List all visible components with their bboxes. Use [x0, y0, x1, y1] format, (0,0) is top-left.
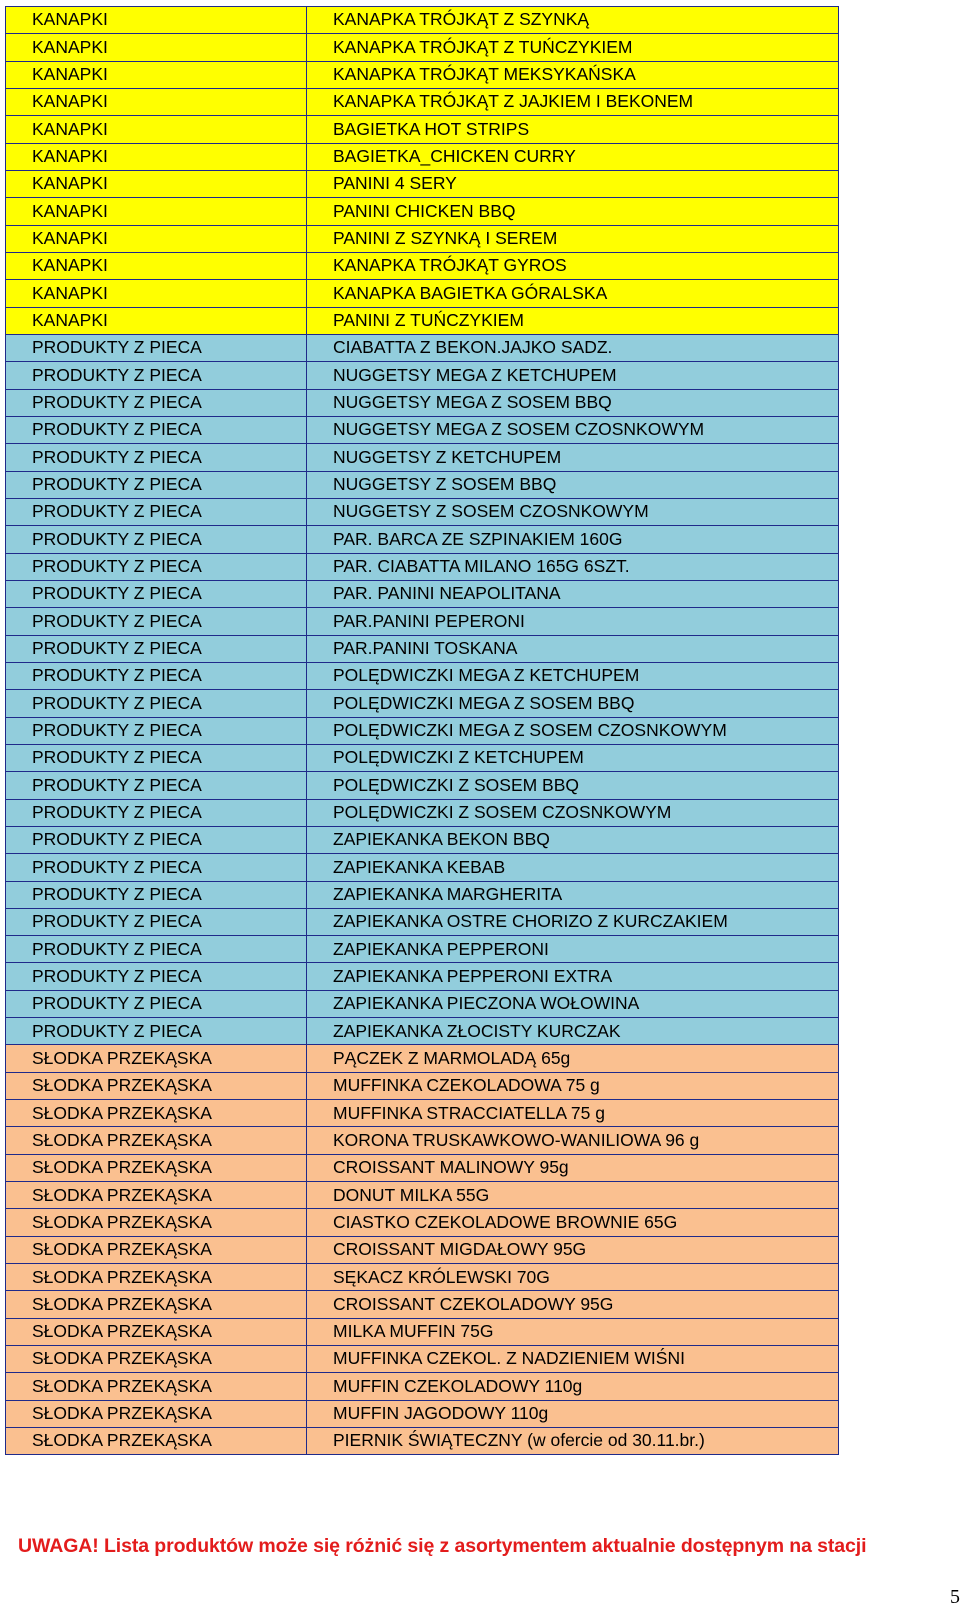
category-cell: PRODUKTY Z PIECA [6, 1018, 307, 1045]
table-row [6, 1072, 839, 1099]
product-name-cell: NUGGETSY MEGA Z KETCHUPEM [307, 362, 839, 389]
table-row [6, 936, 839, 963]
table-row [6, 280, 839, 307]
product-name-cell: BAGIETKA HOT STRIPS [307, 116, 839, 143]
category-cell: PRODUKTY Z PIECA [6, 608, 307, 635]
table-row [6, 1264, 839, 1291]
table-row [6, 1236, 839, 1263]
category-cell: PRODUKTY Z PIECA [6, 416, 307, 443]
table-row [6, 471, 839, 498]
product-name-cell: KANAPKA TRÓJKĄT Z TUŃCZYKIEM [307, 34, 839, 61]
product-name-cell: NUGGETSY Z SOSEM BBQ [307, 471, 839, 498]
category-cell: PRODUKTY Z PIECA [6, 799, 307, 826]
product-name-cell: MILKA MUFFIN 75G [307, 1318, 839, 1345]
table-row [6, 1400, 839, 1427]
category-cell: PRODUKTY Z PIECA [6, 826, 307, 853]
product-name-cell: MUFFINKA STRACCIATELLA 75 g [307, 1100, 839, 1127]
table-row [6, 252, 839, 279]
table-row [6, 635, 839, 662]
category-cell: PRODUKTY Z PIECA [6, 963, 307, 990]
category-cell: PRODUKTY Z PIECA [6, 444, 307, 471]
table-row [6, 334, 839, 361]
category-cell: KANAPKI [6, 225, 307, 252]
product-name-cell: ZAPIEKANKA ZŁOCISTY KURCZAK [307, 1018, 839, 1045]
category-cell: PRODUKTY Z PIECA [6, 635, 307, 662]
table-row [6, 1045, 839, 1072]
table-row [6, 198, 839, 225]
table-row [6, 526, 839, 553]
category-cell: KANAPKI [6, 61, 307, 88]
table-row [6, 1127, 839, 1154]
category-cell: SŁODKA PRZEKĄSKA [6, 1045, 307, 1072]
category-cell: SŁODKA PRZEKĄSKA [6, 1182, 307, 1209]
table-row [6, 963, 839, 990]
product-name-cell: PAR. BARCA ZE SZPINAKIEM 160G [307, 526, 839, 553]
category-cell: KANAPKI [6, 116, 307, 143]
table-row [6, 1100, 839, 1127]
product-rows [6, 7, 839, 1455]
table-row [6, 307, 839, 334]
category-cell: PRODUKTY Z PIECA [6, 580, 307, 607]
category-cell: KANAPKI [6, 88, 307, 115]
category-cell: SŁODKA PRZEKĄSKA [6, 1264, 307, 1291]
category-cell: SŁODKA PRZEKĄSKA [6, 1373, 307, 1400]
table-row [6, 799, 839, 826]
product-name-cell: PAR. PANINI NEAPOLITANA [307, 580, 839, 607]
product-name-cell: ZAPIEKANKA PEPPERONI EXTRA [307, 963, 839, 990]
category-cell: PRODUKTY Z PIECA [6, 498, 307, 525]
table-row [6, 1373, 839, 1400]
table-row [6, 88, 839, 115]
table-row [6, 416, 839, 443]
table-row [6, 225, 839, 252]
table-row [6, 34, 839, 61]
category-cell: SŁODKA PRZEKĄSKA [6, 1100, 307, 1127]
category-cell: PRODUKTY Z PIECA [6, 881, 307, 908]
product-name-cell: KANAPKA BAGIETKA GÓRALSKA [307, 280, 839, 307]
table-row [6, 362, 839, 389]
table-row [6, 854, 839, 881]
category-cell: KANAPKI [6, 7, 307, 34]
product-name-cell: PAR.PANINI TOSKANA [307, 635, 839, 662]
category-cell: PRODUKTY Z PIECA [6, 908, 307, 935]
product-name-cell: KANAPKA TRÓJKĄT Z SZYNKĄ [307, 7, 839, 34]
product-name-cell: BAGIETKA_CHICKEN CURRY [307, 143, 839, 170]
table-row [6, 61, 839, 88]
product-name-cell: CROISSANT CZEKOLADOWY 95G [307, 1291, 839, 1318]
product-name-cell: POLĘDWICZKI MEGA Z SOSEM CZOSNKOWYM [307, 717, 839, 744]
category-cell: PRODUKTY Z PIECA [6, 362, 307, 389]
category-cell: PRODUKTY Z PIECA [6, 334, 307, 361]
product-name-cell: ZAPIEKANKA PEPPERONI [307, 936, 839, 963]
category-cell: KANAPKI [6, 280, 307, 307]
product-name-cell: CROISSANT MALINOWY 95g [307, 1154, 839, 1181]
category-cell: PRODUKTY Z PIECA [6, 526, 307, 553]
table-row [6, 881, 839, 908]
category-cell: PRODUKTY Z PIECA [6, 936, 307, 963]
category-cell: SŁODKA PRZEKĄSKA [6, 1346, 307, 1373]
product-name-cell: POLĘDWICZKI Z SOSEM CZOSNKOWYM [307, 799, 839, 826]
category-cell: PRODUKTY Z PIECA [6, 990, 307, 1017]
category-cell: SŁODKA PRZEKĄSKA [6, 1127, 307, 1154]
product-name-cell: POLĘDWICZKI MEGA Z KETCHUPEM [307, 662, 839, 689]
product-name-cell: PANINI 4 SERY [307, 170, 839, 197]
product-name-cell: CIASTKO CZEKOLADOWE BROWNIE 65G [307, 1209, 839, 1236]
product-name-cell: NUGGETSY Z SOSEM CZOSNKOWYM [307, 498, 839, 525]
category-cell: SŁODKA PRZEKĄSKA [6, 1291, 307, 1318]
category-cell: KANAPKI [6, 170, 307, 197]
product-name-cell: SĘKACZ KRÓLEWSKI 70G [307, 1264, 839, 1291]
table-row [6, 772, 839, 799]
table-row [6, 826, 839, 853]
table-row [6, 1318, 839, 1345]
product-name-cell: CROISSANT MIGDAŁOWY 95G [307, 1236, 839, 1263]
product-name-cell: PANINI Z TUŃCZYKIEM [307, 307, 839, 334]
product-name-cell: MUFFINKA CZEKOLADOWA 75 g [307, 1072, 839, 1099]
product-name-cell: ZAPIEKANKA OSTRE CHORIZO Z KURCZAKIEM [307, 908, 839, 935]
product-name-cell: ZAPIEKANKA BEKON BBQ [307, 826, 839, 853]
category-cell: PRODUKTY Z PIECA [6, 662, 307, 689]
table-row [6, 170, 839, 197]
table-row [6, 1209, 839, 1236]
product-name-cell: PAR. CIABATTA MILANO 165G 6SZT. [307, 553, 839, 580]
category-cell: PRODUKTY Z PIECA [6, 744, 307, 771]
category-cell: SŁODKA PRZEKĄSKA [6, 1236, 307, 1263]
product-name-cell: PĄCZEK Z MARMOLADĄ 65g [307, 1045, 839, 1072]
category-cell: PRODUKTY Z PIECA [6, 690, 307, 717]
table-row [6, 717, 839, 744]
product-name-cell: MUFFIN CZEKOLADOWY 110g [307, 1373, 839, 1400]
table-row [6, 444, 839, 471]
category-cell: KANAPKI [6, 34, 307, 61]
product-name-cell: NUGGETSY MEGA Z SOSEM CZOSNKOWYM [307, 416, 839, 443]
product-name-cell: POLĘDWICZKI MEGA Z SOSEM BBQ [307, 690, 839, 717]
product-name-cell: POLĘDWICZKI Z SOSEM BBQ [307, 772, 839, 799]
table-row [6, 389, 839, 416]
product-table [5, 6, 839, 1455]
table-row [6, 7, 839, 34]
category-cell: PRODUKTY Z PIECA [6, 553, 307, 580]
table-row [6, 116, 839, 143]
product-name-cell: MUFFIN JAGODOWY 110g [307, 1400, 839, 1427]
category-cell: SŁODKA PRZEKĄSKA [6, 1400, 307, 1427]
category-cell: PRODUKTY Z PIECA [6, 389, 307, 416]
category-cell: PRODUKTY Z PIECA [6, 772, 307, 799]
category-cell: SŁODKA PRZEKĄSKA [6, 1154, 307, 1181]
product-name-cell: PAR.PANINI PEPERONI [307, 608, 839, 635]
product-name-cell: POLĘDWICZKI Z KETCHUPEM [307, 744, 839, 771]
category-cell: PRODUKTY Z PIECA [6, 717, 307, 744]
product-name-cell: NUGGETSY MEGA Z SOSEM BBQ [307, 389, 839, 416]
table-row [6, 498, 839, 525]
category-cell: SŁODKA PRZEKĄSKA [6, 1428, 307, 1455]
category-cell: PRODUKTY Z PIECA [6, 854, 307, 881]
category-cell: KANAPKI [6, 143, 307, 170]
table-row [6, 744, 839, 771]
table-row [6, 608, 839, 635]
table-row [6, 990, 839, 1017]
table-row [6, 1182, 839, 1209]
table-row [6, 580, 839, 607]
table-row [6, 143, 839, 170]
category-cell: KANAPKI [6, 198, 307, 225]
product-name-cell: ZAPIEKANKA MARGHERITA [307, 881, 839, 908]
table-row [6, 908, 839, 935]
product-name-cell: ZAPIEKANKA PIECZONA WOŁOWINA [307, 990, 839, 1017]
table-row [6, 1018, 839, 1045]
product-name-cell: PANINI Z SZYNKĄ I SEREM [307, 225, 839, 252]
table-row [6, 1291, 839, 1318]
category-cell: SŁODKA PRZEKĄSKA [6, 1318, 307, 1345]
page-number: 5 [950, 1586, 960, 1608]
product-name-cell: PIERNIK ŚWIĄTECZNY (w ofercie od 30.11.br.) [307, 1428, 839, 1455]
category-cell: KANAPKI [6, 307, 307, 334]
product-name-cell: DONUT MILKA 55G [307, 1182, 839, 1209]
product-name-cell: CIABATTA Z BEKON.JAJKO SADZ. [307, 334, 839, 361]
footer-warning-note: UWAGA! Lista produktów może się różnić się z asortymentem aktualnie dostępnym na stacji [18, 1535, 867, 1557]
product-name-cell: ZAPIEKANKA KEBAB [307, 854, 839, 881]
category-cell: PRODUKTY Z PIECA [6, 471, 307, 498]
table-row [6, 1346, 839, 1373]
product-name-cell: KANAPKA TRÓJKĄT GYROS [307, 252, 839, 279]
product-name-cell: KANAPKA TRÓJKĄT MEKSYKAŃSKA [307, 61, 839, 88]
table-row [6, 690, 839, 717]
product-name-cell: PANINI CHICKEN BBQ [307, 198, 839, 225]
table-row [6, 662, 839, 689]
product-name-cell: NUGGETSY Z KETCHUPEM [307, 444, 839, 471]
product-name-cell: KORONA TRUSKAWKOWO-WANILIOWA 96 g [307, 1127, 839, 1154]
table-row [6, 1154, 839, 1181]
category-cell: SŁODKA PRZEKĄSKA [6, 1209, 307, 1236]
category-cell: SŁODKA PRZEKĄSKA [6, 1072, 307, 1099]
category-cell: KANAPKI [6, 252, 307, 279]
table-row [6, 1428, 839, 1455]
product-name-cell: KANAPKA TRÓJKĄT Z JAJKIEM I BEKONEM [307, 88, 839, 115]
product-name-cell: MUFFINKA CZEKOL. Z NADZIENIEM WIŚNI [307, 1346, 839, 1373]
table-row [6, 553, 839, 580]
